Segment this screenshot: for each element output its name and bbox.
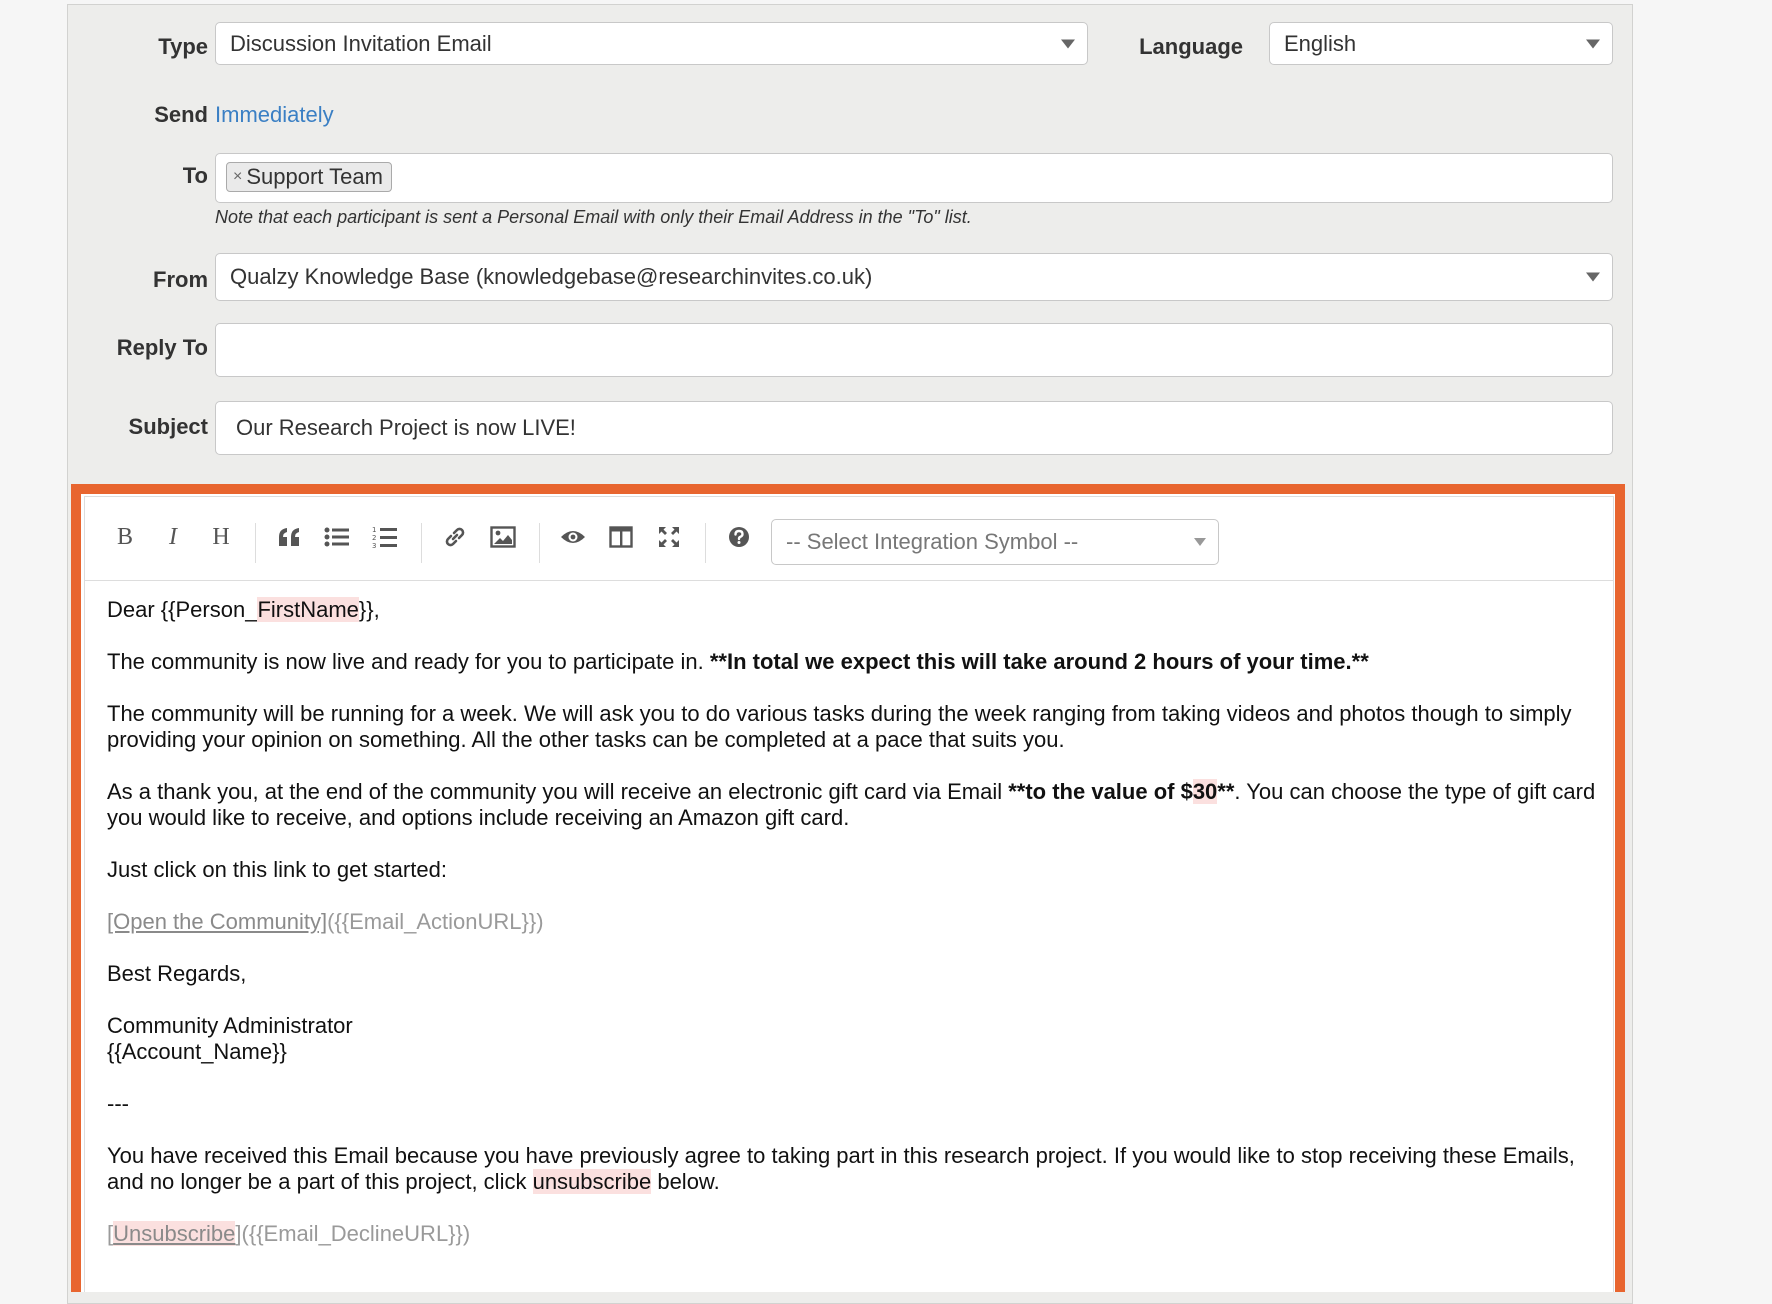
to-note: Note that each participant is sent a Personal Email with only their Email Address in the "To" list. bbox=[215, 207, 972, 227]
recipient-tag bbox=[226, 162, 392, 192]
link-icon bbox=[443, 525, 467, 549]
remove-tag-icon[interactable]: × bbox=[233, 168, 243, 185]
fullscreen-button[interactable] bbox=[651, 519, 687, 555]
numbered-list-button[interactable] bbox=[367, 519, 403, 555]
language-select[interactable] bbox=[1269, 22, 1613, 65]
integration-symbol-highlight: FirstName bbox=[257, 597, 359, 622]
image-button[interactable] bbox=[485, 519, 521, 555]
type-label: Type bbox=[158, 34, 208, 59]
heading-icon: H bbox=[212, 523, 230, 550]
svg-text:2: 2 bbox=[372, 534, 377, 542]
open-community-link[interactable]: [Open the Community]({{Email_ActionURL}}) bbox=[107, 909, 544, 934]
toolbar-separator bbox=[255, 523, 256, 563]
help-button[interactable] bbox=[721, 519, 757, 555]
columns-icon bbox=[609, 526, 633, 548]
integration-symbol-placeholder: -- Select Integration Symbol -- bbox=[786, 529, 1079, 554]
paragraph-cta: Just click on this link to get started: bbox=[107, 857, 447, 882]
subject-input[interactable] bbox=[215, 401, 1613, 455]
heading-button[interactable] bbox=[203, 519, 239, 555]
divider-line: --- bbox=[107, 1091, 129, 1116]
from-select-value: Qualzy Knowledge Base (knowledgebase@researchinvites.co.uk) bbox=[230, 264, 873, 289]
reply-to-input[interactable] bbox=[215, 323, 1613, 377]
toolbar-separator bbox=[705, 523, 706, 563]
paragraph-intro: The community is now live and ready for you to participate in. **In total we expect this will take around 2 hours of your time.** bbox=[107, 649, 1369, 674]
subject-label: Subject bbox=[128, 414, 208, 439]
chevron-down-icon bbox=[1586, 39, 1600, 48]
chevron-down-icon bbox=[1061, 39, 1075, 48]
recipient-tag-label: Support Team bbox=[246, 164, 383, 189]
regards-line: Best Regards, bbox=[107, 961, 247, 986]
image-icon bbox=[490, 526, 516, 548]
side-by-side-button[interactable] bbox=[603, 519, 639, 555]
quote-icon bbox=[277, 526, 301, 548]
chevron-down-icon bbox=[1194, 538, 1206, 546]
to-recipients-field[interactable] bbox=[215, 153, 1613, 203]
paragraph-unsubscribe-note: You have received this Email because you have previously agree to taking part in this research project. If you would like to stop receiving these Emails, and no longer be a part of this project, click unsubscribe below. bbox=[107, 1143, 1575, 1194]
eye-icon bbox=[560, 527, 586, 547]
email-body[interactable] bbox=[107, 597, 1597, 1273]
editor-toolbar bbox=[85, 497, 1613, 581]
send-schedule-link[interactable]: Immediately bbox=[215, 102, 334, 127]
language-select-value: English bbox=[1284, 30, 1357, 56]
svg-text:3: 3 bbox=[372, 542, 377, 549]
chevron-down-icon bbox=[1586, 273, 1600, 282]
numbered-list-icon bbox=[372, 525, 398, 549]
paragraph-duration: The community will be running for a week. We will ask you to do various tasks during the week ranging from taking videos and photos though to simply providing your opinion on something. All the other tasks can be completed at a pace that suits you. bbox=[107, 701, 1572, 752]
bullet-list-button[interactable] bbox=[319, 519, 355, 555]
type-select[interactable] bbox=[215, 22, 1088, 65]
toolbar-separator bbox=[539, 523, 540, 563]
italic-button[interactable] bbox=[155, 519, 191, 555]
link-button[interactable] bbox=[437, 519, 473, 555]
markdown-editor[interactable] bbox=[84, 496, 1614, 1292]
unsubscribe-link[interactable]: [Unsubscribe]({{Email_DeclineURL}}) bbox=[107, 1221, 471, 1246]
reply-to-label: Reply To bbox=[116, 335, 208, 360]
send-label: Send bbox=[154, 102, 208, 127]
bold-button[interactable] bbox=[107, 519, 143, 555]
svg-text:1: 1 bbox=[372, 526, 377, 534]
from-label: From bbox=[153, 267, 208, 292]
toolbar-separator bbox=[421, 523, 422, 563]
language-label: Language bbox=[1139, 34, 1243, 59]
greeting-line: Dear {{Person_FirstName}}, bbox=[107, 597, 380, 622]
italic-icon: I bbox=[169, 523, 177, 550]
integration-symbol-select[interactable] bbox=[771, 519, 1219, 565]
type-select-value: Discussion Invitation Email bbox=[230, 30, 492, 56]
signature: Community Administrator {{Account_Name}} bbox=[107, 1013, 353, 1064]
fullscreen-icon bbox=[658, 526, 680, 548]
quote-button[interactable] bbox=[271, 519, 307, 555]
from-select[interactable] bbox=[215, 253, 1613, 301]
bullet-list-icon bbox=[324, 526, 350, 548]
to-label: To bbox=[182, 163, 208, 188]
subject-value: Our Research Project is now LIVE! bbox=[236, 415, 576, 440]
preview-button[interactable] bbox=[555, 519, 591, 555]
bold-icon: B bbox=[116, 523, 133, 550]
paragraph-reward: As a thank you, at the end of the community you will receive an electronic gift card via Email **to the value of $30**. You can choose the type of gift card you would like to receive, and options include receiving an Amazon gift card. bbox=[107, 779, 1596, 830]
help-icon bbox=[728, 526, 750, 548]
